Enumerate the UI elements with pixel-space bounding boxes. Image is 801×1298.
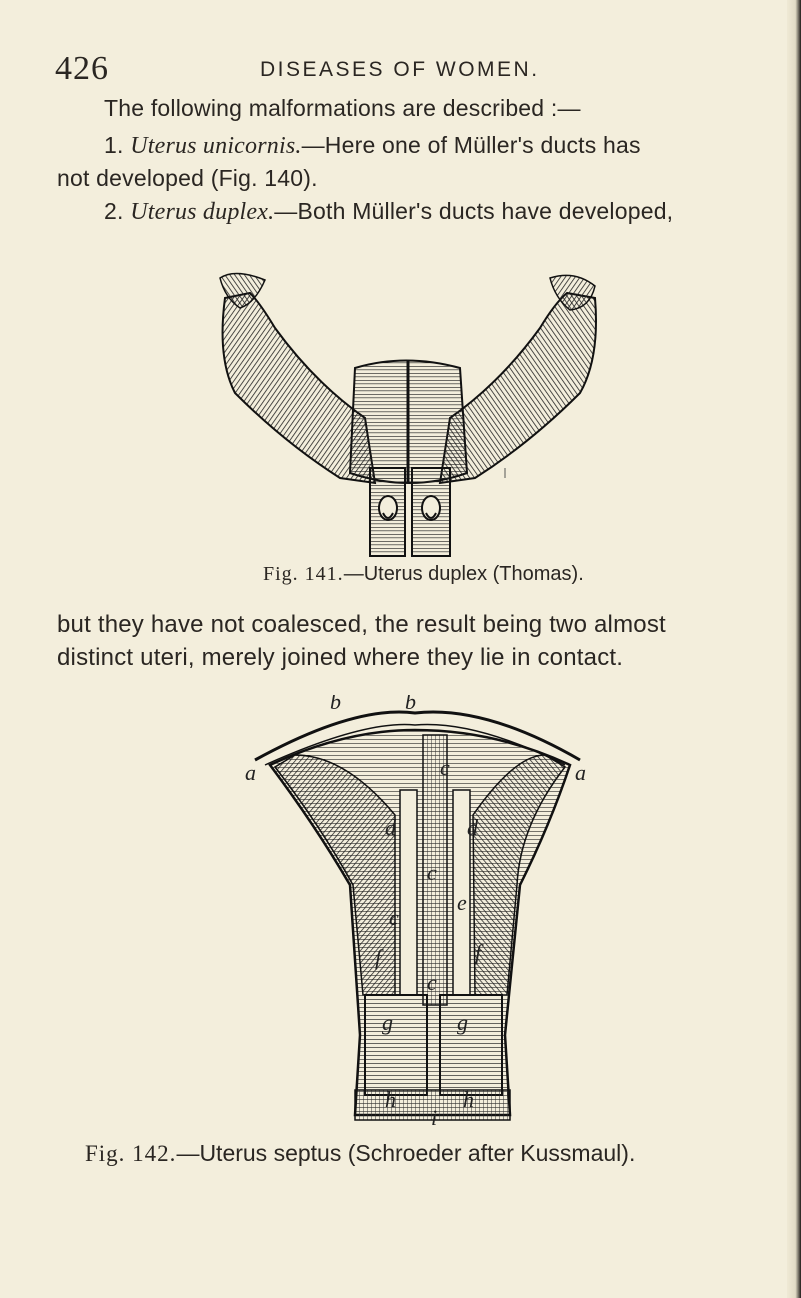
fig142-label-i: i bbox=[431, 1105, 438, 1130]
item-1-number: 1. bbox=[104, 132, 124, 158]
fig142-label-g1: g bbox=[382, 1010, 393, 1035]
running-head: DISEASES OF WOMEN. bbox=[260, 58, 540, 81]
fig142-label-c1: c bbox=[440, 755, 450, 780]
figure-142-caption-text: —Uterus septus (Schroeder after Kussmaul). bbox=[176, 1140, 636, 1166]
figure-141-label: Fig. 141. bbox=[263, 563, 344, 585]
item-1-term: Uterus unicornis. bbox=[130, 133, 302, 159]
item-2-number: 2. bbox=[104, 198, 124, 224]
figure-142-caption bbox=[85, 1140, 635, 1167]
item-2-term: Uterus duplex. bbox=[130, 199, 275, 225]
fig142-label-c2: c bbox=[427, 860, 437, 885]
page-number: 426 bbox=[55, 50, 109, 87]
fig142-label-b2: b bbox=[405, 695, 416, 714]
item-1-line bbox=[104, 129, 641, 162]
fig142-label-b1: b bbox=[330, 695, 341, 714]
fig142-label-c4: c bbox=[427, 970, 437, 995]
fig142-label-c3: c bbox=[389, 905, 399, 930]
fig142-label-d2: d bbox=[467, 815, 478, 840]
figure-142-label: Fig. 142. bbox=[85, 1141, 177, 1166]
fig142-label-a1: a bbox=[245, 760, 256, 785]
page-header bbox=[55, 50, 735, 90]
item-2-text: —Both Müller's ducts have developed, bbox=[274, 198, 674, 224]
fig142-label-g2: g bbox=[457, 1010, 468, 1035]
fig142-label-e: e bbox=[457, 890, 467, 915]
paragraph-line: but they have not coalesced, the result being two almost bbox=[57, 611, 666, 638]
item-1-text: —Here one of Müller's ducts has bbox=[301, 132, 641, 158]
figure-141-illustration bbox=[205, 268, 610, 560]
figure-141-caption bbox=[263, 563, 584, 586]
fig142-label-a2: a bbox=[575, 760, 586, 785]
fig142-label-f2: f bbox=[475, 940, 482, 965]
figure-142-illustration bbox=[235, 695, 600, 1130]
fig142-label-h1: h bbox=[385, 1087, 396, 1112]
intro-line: The following malformations are described :— bbox=[104, 95, 581, 121]
fig142-label-f1: f bbox=[375, 945, 382, 970]
paragraph-line: distinct uteri, merely joined where they lie in contact. bbox=[57, 644, 624, 671]
fig142-label-d1: d bbox=[385, 815, 396, 840]
fig142-label-h2: h bbox=[463, 1087, 474, 1112]
item-1-continuation: not developed (Fig. 140). bbox=[57, 165, 318, 191]
page-edge bbox=[787, 0, 801, 1298]
figure-141-caption-text: —Uterus duplex (Thomas). bbox=[343, 563, 584, 585]
item-2-line bbox=[104, 195, 673, 228]
